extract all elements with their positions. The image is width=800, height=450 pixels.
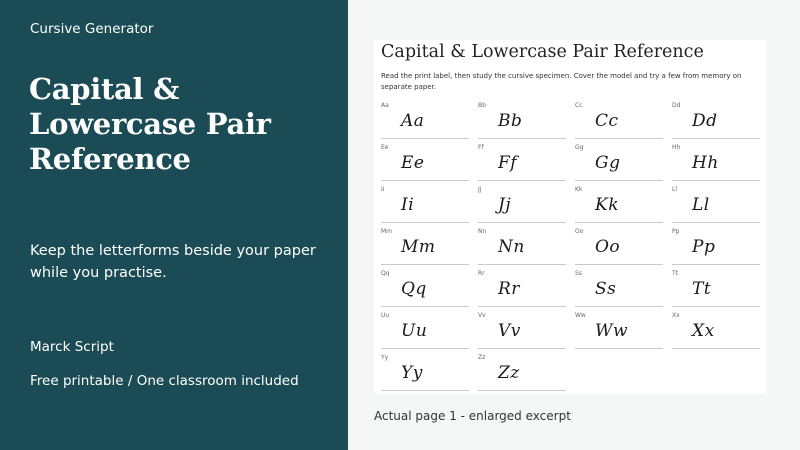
- pair-label: Tt: [672, 270, 679, 277]
- pair-label: Ii: [381, 186, 385, 193]
- cursive-specimen: Yy: [401, 363, 423, 383]
- pair-cell: [575, 102, 663, 144]
- license-note: Free printable / One classroom included: [30, 373, 299, 389]
- cursive-specimen: Xx: [692, 321, 715, 341]
- pair-label: Bb: [478, 102, 486, 109]
- pair-label: Jj: [478, 186, 482, 193]
- baseline-rule: [381, 390, 469, 391]
- pair-cell: [478, 270, 566, 312]
- pair-cell: [381, 186, 469, 228]
- cursive-specimen: Ii: [401, 195, 415, 215]
- baseline-rule: [478, 138, 566, 139]
- cursive-specimen: Zz: [498, 363, 520, 383]
- cursive-specimen: Nn: [498, 237, 525, 257]
- baseline-rule: [478, 222, 566, 223]
- cursive-specimen: Ss: [595, 279, 617, 299]
- pair-cell: [478, 102, 566, 144]
- baseline-rule: [575, 306, 663, 307]
- baseline-rule: [672, 222, 760, 223]
- baseline-rule: [478, 348, 566, 349]
- baseline-rule: [478, 264, 566, 265]
- baseline-rule: [478, 390, 566, 391]
- baseline-rule: [381, 138, 469, 139]
- pair-label: Cc: [575, 102, 583, 109]
- pair-label: Ss: [575, 270, 582, 277]
- baseline-rule: [672, 138, 760, 139]
- cursive-specimen: Kk: [595, 195, 620, 215]
- baseline-rule: [672, 264, 760, 265]
- baseline-rule: [672, 180, 760, 181]
- pair-label: Nn: [478, 228, 487, 235]
- cursive-specimen: Mm: [401, 237, 436, 257]
- cursive-specimen: Tt: [692, 279, 712, 299]
- baseline-rule: [672, 306, 760, 307]
- pair-cell: [575, 186, 663, 228]
- cursive-specimen: Oo: [595, 237, 621, 257]
- cursive-specimen: Ff: [498, 153, 518, 173]
- pair-label: Ww: [575, 312, 586, 319]
- pair-label: Oo: [575, 228, 584, 235]
- baseline-rule: [672, 348, 760, 349]
- pair-label: Mm: [381, 228, 393, 235]
- baseline-rule: [575, 180, 663, 181]
- pair-label: Aa: [381, 102, 389, 109]
- pair-cell: [672, 270, 760, 312]
- baseline-rule: [381, 180, 469, 181]
- cursive-specimen: Jj: [498, 195, 512, 215]
- pair-cell: [672, 228, 760, 270]
- pair-label: Dd: [672, 102, 681, 109]
- cursive-specimen: Rr: [498, 279, 520, 299]
- pair-label: Ff: [478, 144, 484, 151]
- pair-label: Yy: [381, 354, 389, 361]
- cursive-specimen: Ww: [595, 321, 629, 341]
- pair-cell: [478, 228, 566, 270]
- pair-cell: [575, 228, 663, 270]
- baseline-rule: [478, 306, 566, 307]
- page-instructions: Read the print label, then study the cursive specimen. Cover the model and try a few from memory on separate paper.: [381, 72, 742, 91]
- cursive-specimen: Dd: [692, 111, 718, 131]
- pair-cell: [672, 312, 760, 354]
- baseline-rule: [381, 348, 469, 349]
- cursive-specimen: Aa: [401, 111, 425, 131]
- pair-label: Qq: [381, 270, 390, 277]
- pair-label: Pp: [672, 228, 680, 235]
- pair-label: Gg: [575, 144, 584, 151]
- cursive-specimen: Ll: [692, 195, 710, 215]
- preview-caption: Actual page 1 - enlarged excerpt: [374, 409, 571, 423]
- pair-cell: [478, 144, 566, 186]
- cursive-specimen: Gg: [595, 153, 621, 173]
- pair-label: Uu: [381, 312, 390, 319]
- baseline-rule: [381, 306, 469, 307]
- pair-cell: [381, 312, 469, 354]
- pair-cell: [381, 144, 469, 186]
- pair-cell: [672, 144, 760, 186]
- cursive-specimen: Vv: [498, 321, 521, 341]
- baseline-rule: [575, 348, 663, 349]
- baseline-rule: [381, 264, 469, 265]
- hero-title: Capital & Lowercase Pair Reference: [29, 72, 271, 176]
- baseline-rule: [381, 222, 469, 223]
- pair-grid: [381, 102, 761, 394]
- baseline-rule: [575, 222, 663, 223]
- cursive-specimen: Ee: [401, 153, 425, 173]
- pair-label: Xx: [672, 312, 680, 319]
- pair-cell: [478, 312, 566, 354]
- cursive-specimen: Bb: [498, 111, 523, 131]
- cursive-specimen: Cc: [595, 111, 619, 131]
- worksheet-preview: [374, 40, 766, 394]
- hero-subtitle: Keep the letterforms beside your paper while you practise.: [30, 243, 316, 281]
- pair-cell: [381, 228, 469, 270]
- baseline-rule: [478, 180, 566, 181]
- pair-cell: [575, 312, 663, 354]
- cursive-specimen: Hh: [692, 153, 719, 173]
- pair-label: Kk: [575, 186, 583, 193]
- cursive-specimen: Qq: [401, 279, 427, 299]
- pair-cell: [381, 270, 469, 312]
- pair-cell: [478, 354, 566, 394]
- pair-label: Rr: [478, 270, 485, 277]
- hero-panel: [0, 0, 348, 450]
- font-name: Marck Script: [30, 339, 114, 355]
- page-title: Capital & Lowercase Pair Reference: [381, 42, 704, 62]
- pair-cell: [381, 354, 469, 394]
- pair-cell: [478, 186, 566, 228]
- pair-label: Ll: [672, 186, 678, 193]
- pair-cell: [575, 144, 663, 186]
- pair-cell: [672, 186, 760, 228]
- pair-label: Vv: [478, 312, 486, 319]
- baseline-rule: [575, 264, 663, 265]
- pair-cell: [575, 270, 663, 312]
- pair-cell: [381, 102, 469, 144]
- brand-name: Cursive Generator: [30, 21, 154, 37]
- cursive-specimen: Pp: [692, 237, 716, 257]
- cursive-specimen: Uu: [401, 321, 428, 341]
- baseline-rule: [575, 138, 663, 139]
- pair-label: Zz: [478, 354, 486, 361]
- pair-label: Ee: [381, 144, 389, 151]
- pair-cell: [672, 102, 760, 144]
- pair-label: Hh: [672, 144, 681, 151]
